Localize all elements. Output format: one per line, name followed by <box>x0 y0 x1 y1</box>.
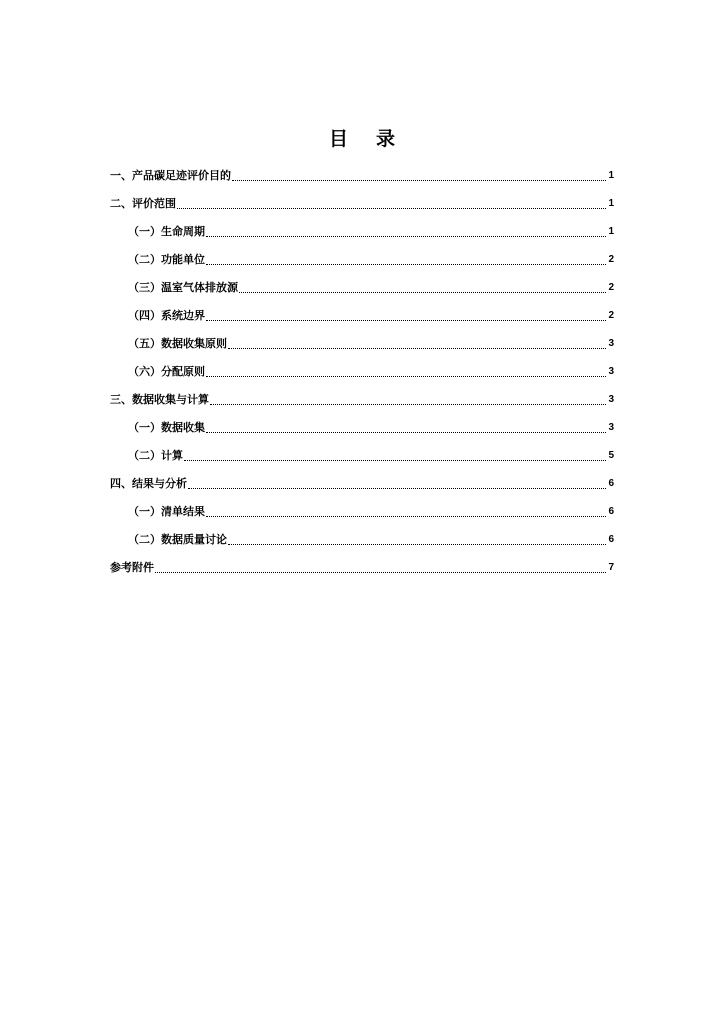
toc-entry-page: 3 <box>608 338 614 349</box>
toc-entry[interactable] <box>110 526 614 554</box>
toc-entry-page: 6 <box>608 478 614 489</box>
toc-entry-label: 三、数据收集与计算 <box>110 393 209 406</box>
toc-entry[interactable] <box>110 358 614 386</box>
toc-entry-label: （二）计算 <box>128 449 183 462</box>
toc-leader-dots <box>155 554 606 582</box>
toc-entry-page: 1 <box>608 198 614 209</box>
toc-leader-dots <box>228 526 606 554</box>
toc-entry-label: 参考附件 <box>110 561 154 574</box>
toc-entry-label: （一）清单结果 <box>128 505 205 518</box>
toc-entry-label: 一、产品碳足迹评价目的 <box>110 169 231 182</box>
toc-entry-page: 2 <box>608 254 614 265</box>
toc-entry-label: （三）温室气体排放源 <box>128 281 238 294</box>
toc-entry-page: 3 <box>608 394 614 405</box>
toc-title-part1: 目 <box>328 128 348 150</box>
toc-entry[interactable] <box>110 246 614 274</box>
toc-entry-page: 6 <box>608 534 614 545</box>
toc-leader-dots <box>206 302 606 330</box>
toc-entry-page: 3 <box>608 422 614 433</box>
toc-leader-dots <box>206 358 606 386</box>
toc-title <box>0 124 724 151</box>
toc-entry[interactable] <box>110 274 614 302</box>
toc-entry[interactable] <box>110 470 614 498</box>
toc-entry-page: 6 <box>608 506 614 517</box>
toc-leader-dots <box>206 246 606 274</box>
toc-leader-dots <box>177 190 606 218</box>
toc-entry-page: 2 <box>608 282 614 293</box>
toc-leader-dots <box>239 274 606 302</box>
toc-entry-label: （一）生命周期 <box>128 225 205 238</box>
toc-entry-label: （二）功能单位 <box>128 253 205 266</box>
toc-entry[interactable] <box>110 330 614 358</box>
toc-entry[interactable] <box>110 386 614 414</box>
toc-leader-dots <box>210 386 606 414</box>
toc-entry-label: （四）系统边界 <box>128 309 205 322</box>
toc-entry-page: 5 <box>608 450 614 461</box>
toc-entry-page: 3 <box>608 366 614 377</box>
toc-entry-label: 四、结果与分析 <box>110 477 187 490</box>
toc-entry-label: （五）数据收集原则 <box>128 337 227 350</box>
toc-entry-page: 7 <box>608 562 614 573</box>
toc-entry[interactable] <box>110 414 614 442</box>
toc-entry[interactable] <box>110 162 614 190</box>
toc-title-part2: 录 <box>376 128 396 150</box>
toc-entry-label: （二）数据质量讨论 <box>128 533 227 546</box>
toc-entry[interactable] <box>110 554 614 582</box>
toc-entry-label: 二、评价范围 <box>110 197 176 210</box>
toc-leader-dots <box>206 218 606 246</box>
toc-entry[interactable] <box>110 498 614 526</box>
toc-entry-label: （六）分配原则 <box>128 365 205 378</box>
toc-entry-page: 1 <box>608 226 614 237</box>
toc-entry[interactable] <box>110 302 614 330</box>
toc-entry-label: （一）数据收集 <box>128 421 205 434</box>
toc-list <box>110 162 614 582</box>
toc-leader-dots <box>206 498 606 526</box>
toc-leader-dots <box>184 442 606 470</box>
toc-leader-dots <box>232 162 606 190</box>
toc-entry-page: 2 <box>608 310 614 321</box>
toc-entry[interactable] <box>110 218 614 246</box>
toc-entry[interactable] <box>110 442 614 470</box>
toc-entry[interactable] <box>110 190 614 218</box>
toc-leader-dots <box>228 330 606 358</box>
toc-entry-page: 1 <box>608 170 614 181</box>
toc-leader-dots <box>188 470 606 498</box>
toc-leader-dots <box>206 414 606 442</box>
